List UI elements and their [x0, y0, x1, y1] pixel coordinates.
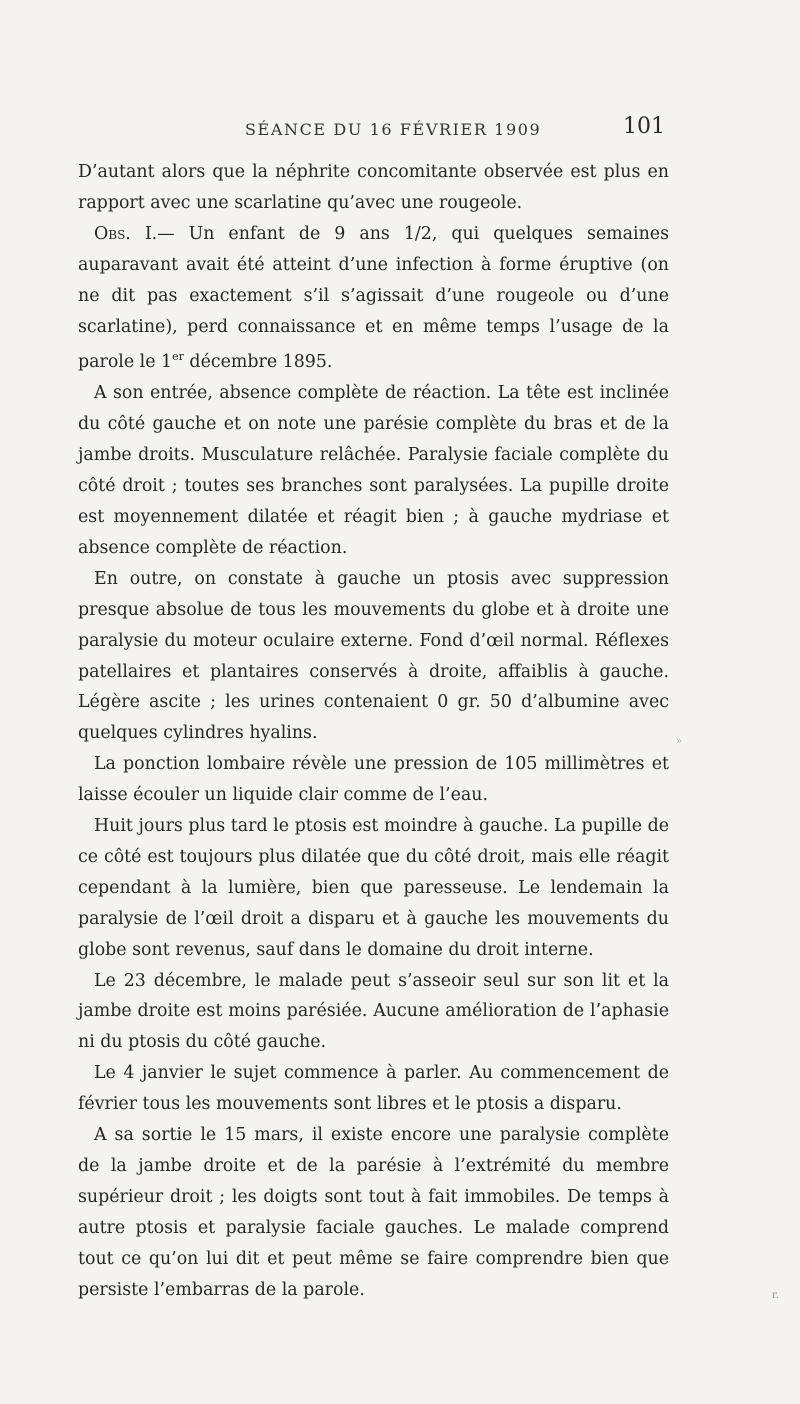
paragraph-5: La ponction lombaire révèle une pression de 105 millimètres et laisse écouler un liquide clair comme de l’eau.: [78, 754, 669, 806]
paragraph-9: A sa sortie le 15 mars, il existe encore une paralysie complète de la jambe droite et de la parésie à l’extrémité du membre supérieur droit ; les doigts sont tout à fait immobiles. De temps à autre ptosis et paralysie faciale gauches. Le malade comprend tout ce qu’on lui dit et peut même se faire comprendre bien que persiste l’embarras de la parole.: [78, 1125, 669, 1300]
paragraph-2: [78, 219, 669, 379]
obs-label: Obs.: [94, 223, 131, 244]
paragraph-8: Le 4 janvier le sujet commence à parler. Au commencement de février tous les mouvements sont libres et le ptosis a disparu.: [78, 1063, 669, 1115]
running-title: SÉANCE DU 16 FÉVRIER 1909: [245, 120, 542, 139]
margin-mark: »: [676, 736, 683, 747]
corner-mark: r.: [772, 1290, 779, 1301]
paragraph-2-end: décembre 1895.: [183, 352, 333, 373]
paragraph-7: Le 23 décembre, le malade peut s’asseoir seul sur son lit et la jambe droite est moins parésiée. Aucune amélioration de l’aphasie ni du ptosis du côté gauche.: [78, 970, 669, 1053]
paragraph-3: A son entrée, absence complète de réaction. La tête est inclinée du côté gauche et on note une parésie complète du bras et de la jambe droits. Musculature relâchée. Paralysie faciale complète du côté droit ; toutes ses branches sont paralysées. La pupille droite est moyennement dilatée et réagit bien ; à gauche mydriase et absence complète de réaction.: [78, 383, 669, 558]
page-number: 101: [623, 114, 665, 139]
paragraph-2-text: I.— Un enfant de 9 ans 1/2, qui quelques semaines auparavant avait été atteint d’une infection à forme éruptive (on ne dit pas exactement s’il s’agissait d’une rougeole ou d’une scarlatine), perd connaissance et en même temps l’usage de la parole le 1: [78, 223, 669, 373]
body-text: [78, 157, 669, 1306]
paragraph-1: D’autant alors que la néphrite concomitante observée est plus en rapport avec une scarlatine qu’avec une rougeole.: [78, 162, 669, 213]
superscript-er: er: [172, 350, 184, 364]
paragraph-4: En outre, on constate à gauche un ptosis avec suppression presque absolue de tous les mouvements du globe et à droite une paralysie du moteur oculaire externe. Fond d’œil normal. Réflexes patellaires et plantaires conservés à droite, affaiblis à gauche. Légère ascite ; les urines contenaient 0 gr. 50 d’albumine avec quelques cylindres hyalins.: [78, 568, 669, 744]
paragraph-6: Huit jours plus tard le ptosis est moindre à gauche. La pupille de ce côté est toujours plus dilatée que du côté droit, mais elle réagit cependant à la lumière, bien que paresseuse. Le lendemain la paralysie de l’œil droit a disparu et à gauche les mouvements du globe sont revenus, sauf dans le domaine du droit interne.: [78, 816, 669, 960]
